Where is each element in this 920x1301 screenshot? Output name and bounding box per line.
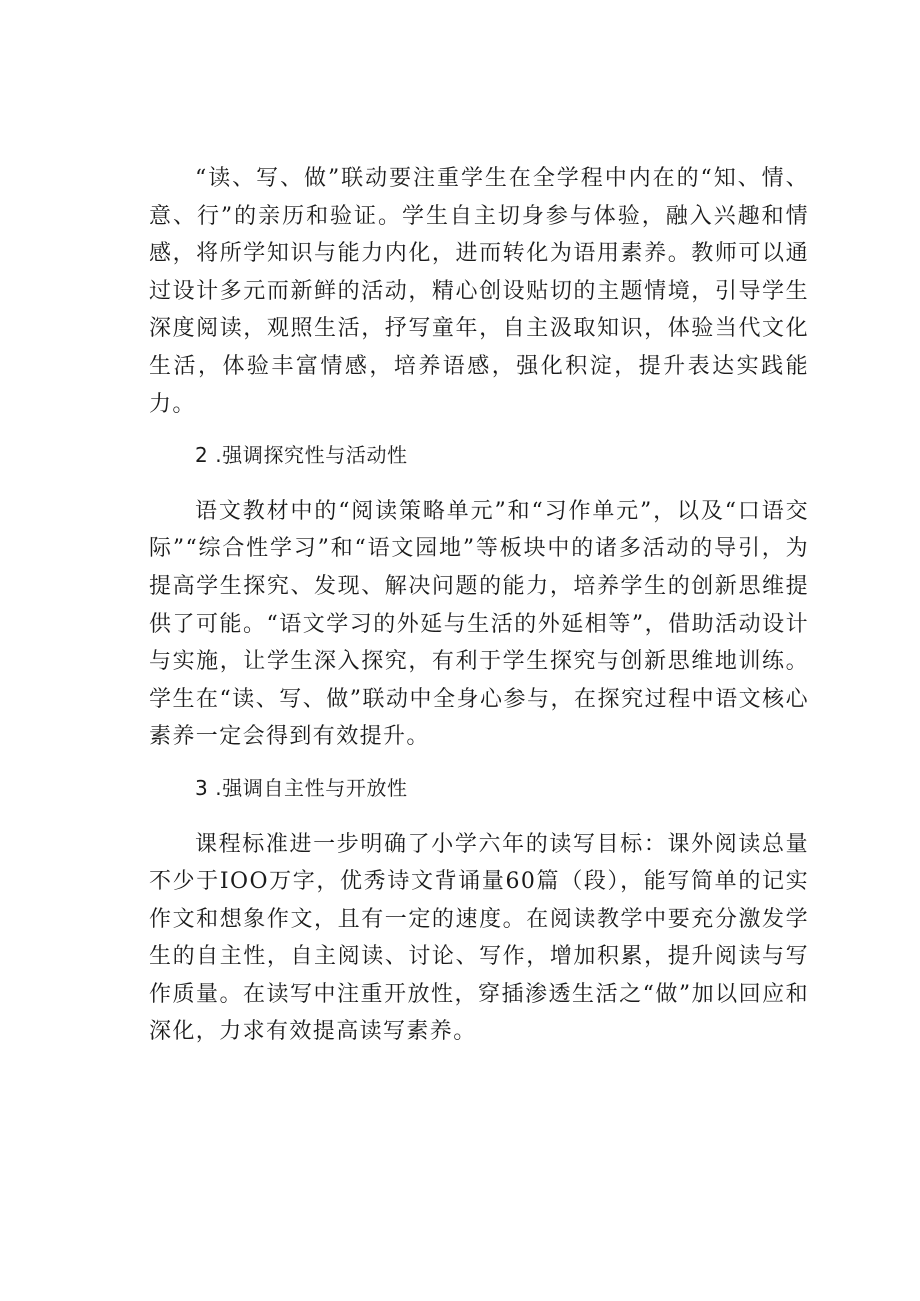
paragraph-exploration-activity: 语文教材中的“阅读策略单元”和“习作单元”，以及“口语交际”“综合性学习”和“语文园地”等板块中的诸多活动的导引，为提高学生探究、发现、解决问题的能力，培养学生的创新思维提供了可能。“语文学习的外延与生活的外延相等”，借助活动设计与实施，让学生深入探究，有利于学生探究与创新思维地训练。学生在“读、写、做”联动中全身心参与，在探究过程中语文核心素养一定会得到有效提升。 [149, 498, 809, 750]
paragraph-read-write-do-linkage: “读、写、做”联动要注重学生在全学程中内在的“知、情、意、行”的亲历和验证。学生自主切身参与体验，融入兴趣和情感，将所学知识与能力内化，进而转化为语用素养。教师可以通过设计多元而新鲜的活动，精心创设贴切的主题情境，引导学生深度阅读，观照生活，抒写童年，自主汲取知识，体验当代文化生活，体验丰富情感，培养语感，强化积淀，提升表达实践能力。 [149, 166, 809, 417]
document-page [149, 160, 809, 1051]
section-heading-2: 2 .强调探究性与活动性 [195, 443, 408, 468]
section-heading-3: 3 .强调自主性与开放性 [195, 775, 408, 800]
paragraph-autonomy-openness: 课程标准进一步明确了小学六年的读写目标：课外阅读总量不少于IOO万字，优秀诗文背诵量60篇（段），能写简单的记实作文和想象作文，且有一定的速度。在阅读教学中要充分激发学生的自主性，自主阅读、讨论、写作，增加积累，提升阅读与写作质量。在读写中注重开放性，穿插渗透生活之“做”加以回应和深化，力求有效提高读写素养。 [149, 831, 809, 1045]
